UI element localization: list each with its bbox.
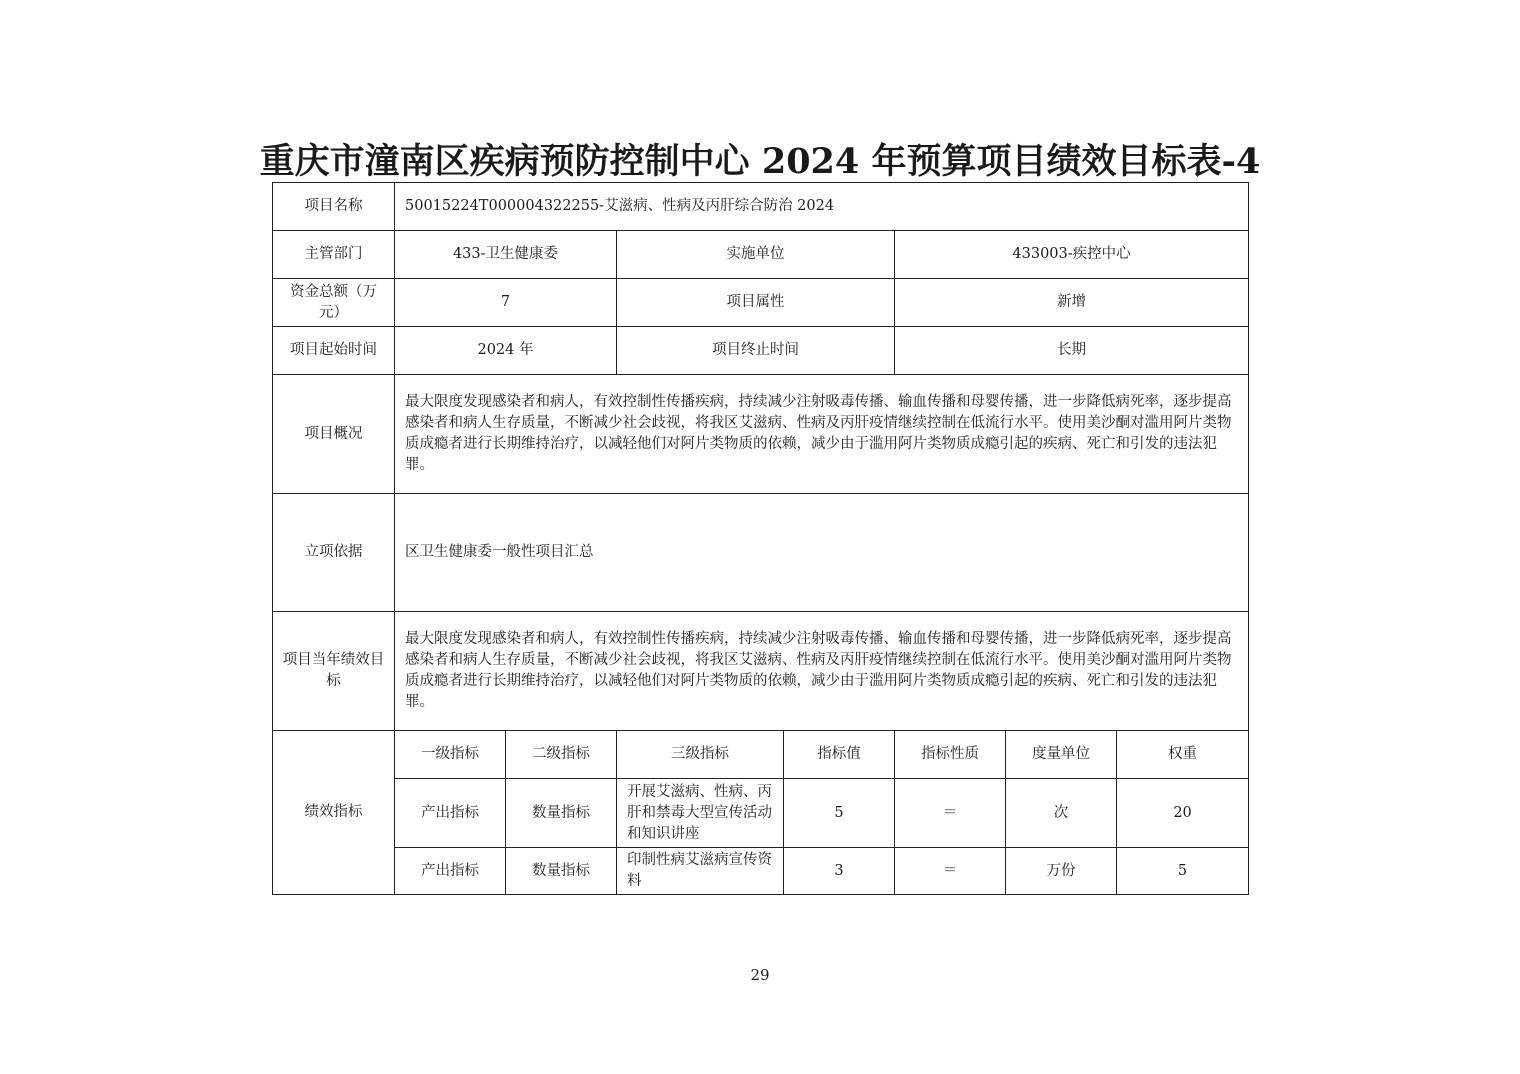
indicator-header: 指标性质 — [895, 731, 1006, 779]
label-attr: 项目属性 — [617, 279, 895, 327]
label-unit: 实施单位 — [617, 231, 895, 279]
indicator-cell: 产出指标 — [395, 848, 506, 895]
value-goal: 最大限度发现感染者和病人，有效控制性传播疾病，持续减少注射吸毒传播、输血传播和母婴传播，进一步降低病死率，逐步提高感染者和病人生存质量，不断减少社会歧视，将我区艾滋病、性病及丙肝疫情继续控制在低流行水平。使用美沙酮对滥用阿片类物质成瘾者进行长期维持治疗，以减轻他们对阿片类物质的依赖，减少由于滥用阿片类物质成瘾引起的疾病、死亡和引发的违法犯罪。 — [395, 612, 1249, 731]
indicator-header: 权重 — [1117, 731, 1249, 779]
indicator-cell: 数量指标 — [506, 779, 617, 848]
indicator-cell: 5 — [1117, 848, 1249, 895]
label-goal: 项目当年绩效目标 — [273, 612, 395, 731]
label-overview: 项目概况 — [273, 375, 395, 494]
row-goal — [273, 612, 1249, 731]
row-overview — [273, 375, 1249, 494]
indicator-cell: 次 — [1006, 779, 1117, 848]
row-dept — [273, 231, 1249, 279]
indicator-cell: ＝ — [895, 848, 1006, 895]
page-title: 重庆市潼南区疾病预防控制中心 2024 年预算项目绩效目标表-4 — [259, 141, 1261, 182]
indicator-row — [273, 779, 1249, 848]
value-dept: 433-卫生健康委 — [395, 231, 617, 279]
indicator-cell: 产出指标 — [395, 779, 506, 848]
label-end: 项目终止时间 — [617, 327, 895, 375]
indicator-header: 度量单位 — [1006, 731, 1117, 779]
indicator-cell: 3 — [784, 848, 895, 895]
indicator-header: 二级指标 — [506, 731, 617, 779]
value-project-name: 50015224T000004322255-艾滋病、性病及丙肝综合防治 2024 — [395, 183, 1249, 231]
value-unit: 433003-疾控中心 — [895, 231, 1249, 279]
value-end: 长期 — [895, 327, 1249, 375]
row-funds — [273, 279, 1249, 327]
label-basis: 立项依据 — [273, 494, 395, 612]
indicator-cell: 数量指标 — [506, 848, 617, 895]
label-start: 项目起始时间 — [273, 327, 395, 375]
indicator-cell: 万份 — [1006, 848, 1117, 895]
label-project-name: 项目名称 — [273, 183, 395, 231]
label-dept: 主管部门 — [273, 231, 395, 279]
label-indicators: 绩效指标 — [273, 731, 395, 895]
indicator-header: 三级指标 — [617, 731, 784, 779]
indicator-row — [273, 848, 1249, 895]
page-number: 29 — [750, 966, 770, 984]
indicator-header: 指标值 — [784, 731, 895, 779]
indicator-cell: 5 — [784, 779, 895, 848]
performance-target-table — [272, 182, 1249, 895]
value-basis: 区卫生健康委一般性项目汇总 — [395, 494, 1249, 612]
value-attr: 新增 — [895, 279, 1249, 327]
indicator-cell: 20 — [1117, 779, 1249, 848]
label-funds: 资金总额（万元） — [273, 279, 395, 327]
value-overview: 最大限度发现感染者和病人，有效控制性传播疾病，持续减少注射吸毒传播、输血传播和母婴传播，进一步降低病死率，逐步提高感染者和病人生存质量，不断减少社会歧视，将我区艾滋病、性病及丙肝疫情继续控制在低流行水平。使用美沙酮对滥用阿片类物质成瘾者进行长期维持治疗，以减轻他们对阿片类物质的依赖，减少由于滥用阿片类物质成瘾引起的疾病、死亡和引发的违法犯罪。 — [395, 375, 1249, 494]
row-basis — [273, 494, 1249, 612]
indicator-cell: ＝ — [895, 779, 1006, 848]
row-project-name — [273, 183, 1249, 231]
indicator-header: 一级指标 — [395, 731, 506, 779]
value-funds: 7 — [395, 279, 617, 327]
indicator-cell: 印制性病艾滋病宣传资料 — [617, 848, 784, 895]
row-indicator-headers — [273, 731, 1249, 779]
value-start: 2024 年 — [395, 327, 617, 375]
row-dates — [273, 327, 1249, 375]
indicator-cell: 开展艾滋病、性病、丙肝和禁毒大型宣传活动和知识讲座 — [617, 779, 784, 848]
